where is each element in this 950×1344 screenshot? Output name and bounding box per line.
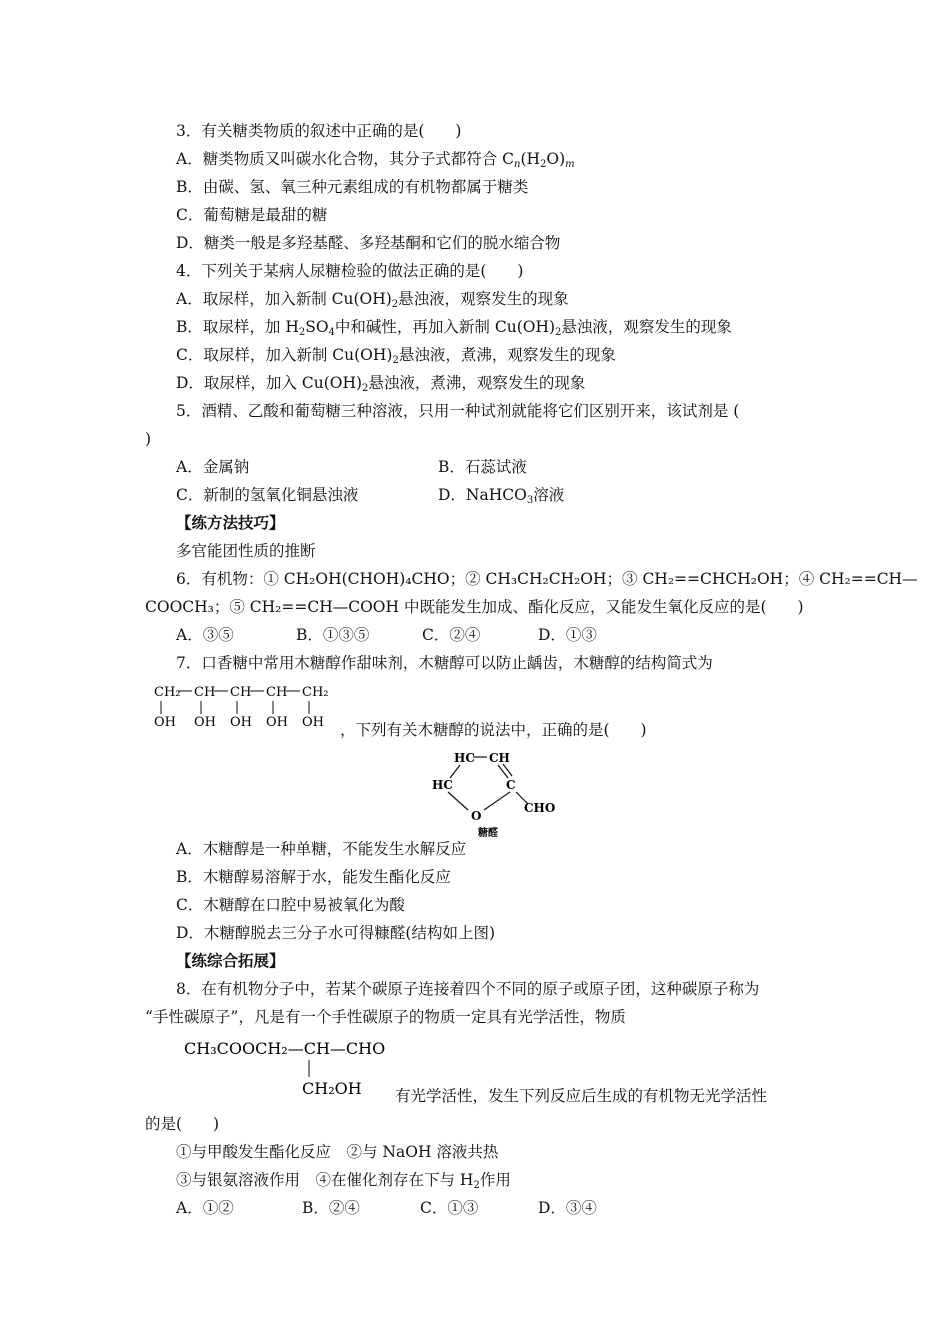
furfural-ch-top: CH xyxy=(489,751,510,765)
q8-line2: “手性碳原子”，凡是有一个手性碳原子的物质一定具有光学活性，物质 xyxy=(145,1008,626,1026)
q8-option-c: C．①③ xyxy=(420,1199,479,1217)
q4-stem: 4．下列关于某病人尿糖检验的做法正确的是( ) xyxy=(176,262,524,280)
q7-option-b: B．木糖醇易溶解于水，能发生酯化反应 xyxy=(176,868,451,886)
xylitol-oh5: OH xyxy=(302,715,324,730)
section-heading-comprehensive: 【练综合拓展】 xyxy=(176,951,285,970)
q8-option-d: D．③④ xyxy=(538,1199,597,1217)
xylitol-c5: CH₂ xyxy=(302,685,329,700)
xylitol-oh1: OH xyxy=(154,715,176,730)
xylitol-c2: CH xyxy=(194,685,216,700)
q8-line1: 8．在有机物分子中，若某个碳原子连接着四个不同的原子或原子团，这种碳原子称为 xyxy=(176,980,760,998)
q6-option-a: A．③⑤ xyxy=(176,626,234,644)
furfural-c-right: C xyxy=(506,778,516,792)
q8-option-b: B．②④ xyxy=(302,1199,360,1217)
q8-options-line1: ①与甲酸发生酯化反应 ②与 NaOH 溶液共热 xyxy=(176,1143,499,1161)
furfural-hc-left: HC xyxy=(432,778,453,792)
xylitol-oh4: OH xyxy=(266,715,288,730)
q5-stem-end: ) xyxy=(145,430,152,448)
q7-option-c: C．木糖醇在口腔中易被氧化为酸 xyxy=(176,896,405,914)
furfural-structure xyxy=(420,744,560,840)
q5-stem: 5．酒精、乙酸和葡萄糖三种溶液，只用一种试剂就能将它们区别开来，该试剂是 ( xyxy=(176,402,740,420)
furfural-name: 糖醛 xyxy=(478,828,498,839)
q7-option-a: A．木糖醇是一种单糖，不能发生水解反应 xyxy=(176,840,467,858)
q5-option-c: C．新制的氢氧化铜悬浊液 xyxy=(176,486,359,504)
q3-option-c: C．葡萄糖是最甜的糖 xyxy=(176,206,328,224)
q6-option-c: C．②④ xyxy=(422,626,481,644)
q7-option-d: D．木糖醇脱去三分子水可得糠醛(结构如上图) xyxy=(176,924,496,942)
furfural-o: O xyxy=(471,809,482,823)
q8-option-a: A．①② xyxy=(176,1199,234,1217)
q3-option-a: A．糖类物质又叫碳水化合物，其分子式都符合 $C_n(H_2O)_m$ xyxy=(176,150,575,170)
q5-option-b: B．石蕊试液 xyxy=(438,458,527,476)
furfural-hc-top: HC xyxy=(454,751,475,765)
q3-option-b: B．由碳、氢、氧三种元素组成的有机物都属于糖类 xyxy=(176,178,529,196)
q7-after-structure: ，下列有关木糖醇的说法中，正确的是( ) xyxy=(340,721,647,739)
q6-option-b: B．①③⑤ xyxy=(296,626,370,644)
q5-option-d: D．NaHCO$_3$溶液 xyxy=(438,486,565,506)
q6-option-d: D．①③ xyxy=(538,626,597,644)
q3-stem: 3．有关糖类物质的叙述中正确的是( ) xyxy=(176,122,462,140)
q6-line2: COOCH₃；⑤ CH₂==CH—COOH 中既能发生加成、酯化反应，又能发生氧化反应的是( ) xyxy=(145,598,804,616)
q4-option-a: A．取尿样，加入新制 $Cu(OH)_2$悬浊液，观察发生的现象 xyxy=(176,290,569,310)
q4-option-d: D．取尿样，加入 $Cu(OH)_2$悬浊液，煮沸，观察发生的现象 xyxy=(176,374,586,394)
q8-line4: 的是( ) xyxy=(145,1115,220,1133)
q5-option-a: A．金属钠 xyxy=(176,458,250,476)
q7-stem: 7．口香糖中常用木糖醇作甜味剂，木糖醇可以防止龋齿，木糖醇的结构简式为 xyxy=(176,654,713,672)
q4-option-c: C．取尿样，加入新制 $Cu(OH)_2$悬浊液，煮沸，观察发生的现象 xyxy=(176,346,616,366)
xylitol-c4: CH xyxy=(266,685,288,700)
compound-branch: CH₂OH xyxy=(302,1079,362,1098)
xylitol-c1: CH₂ xyxy=(154,685,181,700)
q8-options-line2: ③与银氨溶液作用 ④在催化剂存在下与 $H_2$作用 xyxy=(176,1171,511,1191)
xylitol-c3: CH xyxy=(230,685,252,700)
xylitol-structure xyxy=(148,680,333,740)
compound-main-chain: CH₃COOCH₂—CH—CHO xyxy=(184,1039,386,1058)
section-heading-method: 【练方法技巧】 xyxy=(176,513,285,532)
q3-option-d: D．糖类一般是多羟基醛、多羟基酮和它们的脱水缩合物 xyxy=(176,234,561,252)
q8-after-structure: 有光学活性，发生下列反应后生成的有机物无光学活性 xyxy=(395,1087,768,1105)
q6-line1: 6．有机物：① CH₂OH(CHOH)₄CHO；② CH₃CH₂CH₂OH；③ CH₂==CHCH₂OH；④ CH₂==CH— xyxy=(176,570,918,588)
q4-option-b: B．取尿样，加 $H_2SO_4$中和碱性，再加入新制 $Cu(OH)_2$悬浊液，观察发生的现象 xyxy=(176,318,732,338)
chiral-compound-structure xyxy=(180,1034,400,1104)
xylitol-oh3: OH xyxy=(230,715,252,730)
sub-heading: 多官能团性质的推断 xyxy=(176,542,316,560)
xylitol-oh2: OH xyxy=(194,715,216,730)
furfural-cho: CHO xyxy=(524,801,556,815)
